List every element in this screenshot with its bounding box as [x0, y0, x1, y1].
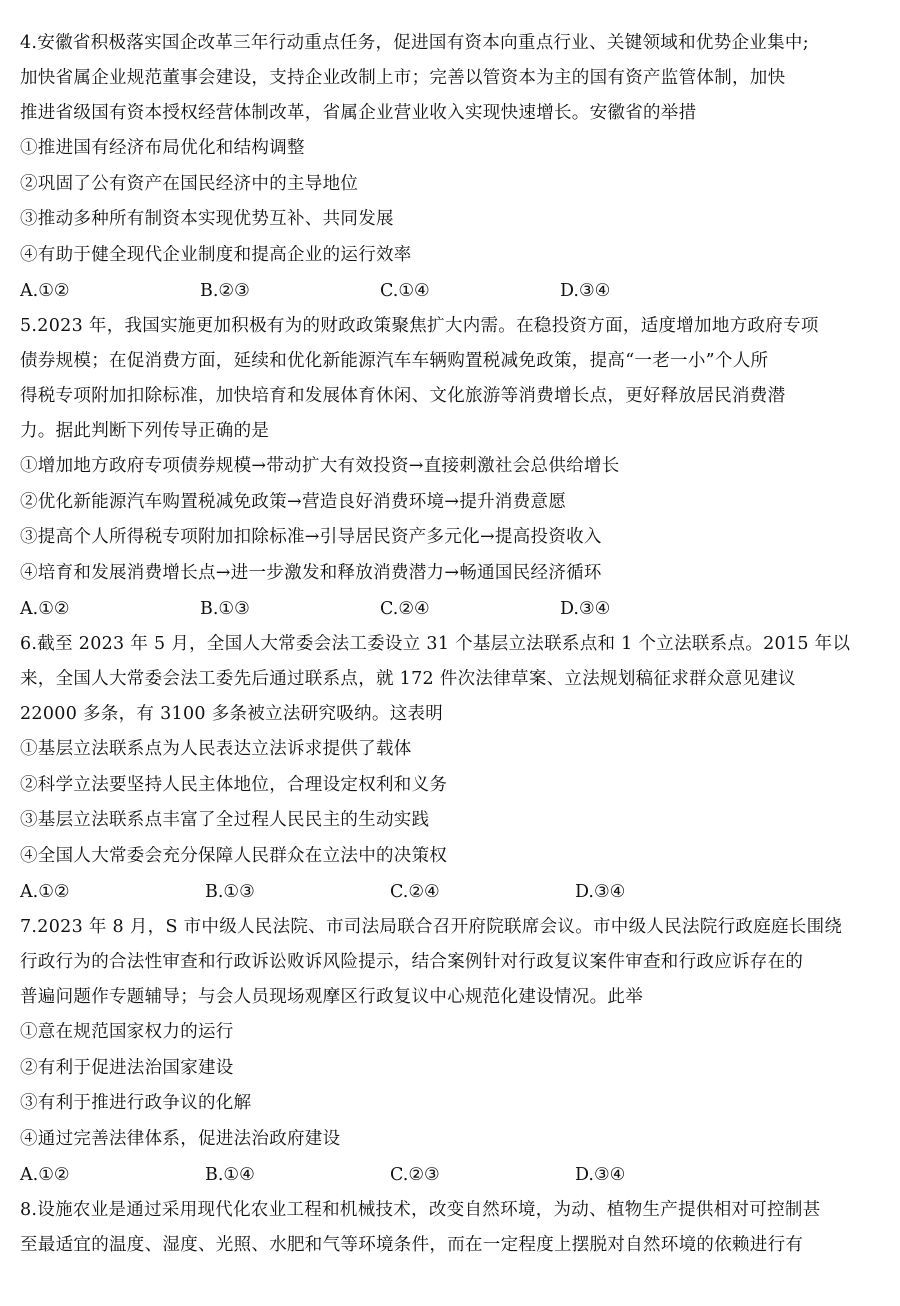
question-4-statement-1: ①推进国有经济布局优化和结构调整	[20, 138, 305, 158]
question-5	[20, 309, 882, 627]
question-6-answer-choices	[20, 874, 882, 910]
question-8-stem-line-1: 8.设施农业是通过采用现代化农业工程和机械技术，改变自然环境，为动、植物生产提供相对可控制甚	[20, 1200, 821, 1220]
question-7-stem-line-3: 普遍问题作专题辅导；与会人员现场观摩区行政复议中心规范化建设情况。此举	[20, 987, 643, 1007]
question-4-statement-3: ③推动多种所有制资本实现优势互补、共同发展	[20, 209, 394, 229]
question-7-stem-line-1: 7.2023 年 8 月，S 市中级人民法院、市司法局联合召开府院联席会议。市中级人民法院行政庭庭长围绕	[20, 917, 843, 937]
question-5-choice-d[interactable]: D.③④	[560, 599, 611, 619]
question-5-statement-3: ③提高个人所得税专项附加扣除标准→引导居民资产多元化→提高投资收入	[20, 527, 602, 547]
question-4-stem-line-2: 加快省属企业规范董事会建设，支持企业改制上市；完善以管资本为主的国有资产监管体制，加快	[20, 68, 786, 88]
question-7-statement-4: ④通过完善法律体系，促进法治政府建设	[20, 1128, 341, 1149]
question-6-stem-line-1: 6.截至 2023 年 5 月，全国人大常委会法工委设立 31 个基层立法联系点和 1 个立法联系点。2015 年以	[20, 634, 851, 654]
question-6-stem-line-3: 22000 多条，有 3100 多条被立法研究吸纳。这表明	[20, 704, 444, 724]
question-4-choice-c[interactable]: C.①④	[380, 281, 430, 301]
question-7-stem-line-2: 行政行为的合法性审查和行政诉讼败诉风险提示，结合案例针对行政复议案件审查和行政应诉存在的	[20, 952, 804, 972]
question-6-choice-d[interactable]: D.③④	[575, 882, 626, 902]
question-4-choice-a[interactable]: A.①②	[20, 281, 70, 301]
question-6-choice-b[interactable]: B.①③	[205, 882, 255, 902]
question-8	[20, 1193, 882, 1263]
question-6-statement-3: ③基层立法联系点丰富了全过程人民民主的生动实践	[20, 810, 430, 830]
question-4-choice-b[interactable]: B.②③	[200, 281, 250, 301]
question-4-statement-2: ②巩固了公有资产在国民经济中的主导地位	[20, 173, 359, 194]
question-5-answer-choices	[20, 591, 882, 627]
question-7-choice-d[interactable]: D.③④	[575, 1165, 626, 1185]
question-4	[20, 26, 882, 309]
question-6-choice-a[interactable]: A.①②	[20, 882, 70, 902]
question-8-stem-line-2: 至最适宜的温度、湿度、光照、水肥和气等环境条件，而在一定程度上摆脱对自然环境的依赖进行有	[20, 1235, 804, 1255]
question-4-statement-4: ④有助于健全现代企业制度和提高企业的运行效率	[20, 244, 412, 265]
question-7-statement-3: ③有利于推进行政争议的化解	[20, 1093, 252, 1113]
question-6-statement-4: ④全国人大常委会充分保障人民群众在立法中的决策权	[20, 845, 448, 866]
question-7-choice-c[interactable]: C.②③	[390, 1165, 440, 1185]
question-5-statement-4: ④培育和发展消费增长点→进一步激发和释放消费潜力→畅通国民经济循环	[20, 562, 602, 583]
question-4-stem-line-3: 推进省级国有资本授权经营体制改革，省属企业营业收入实现快速增长。安徽省的举措	[20, 103, 697, 123]
question-6-choice-c[interactable]: C.②④	[390, 882, 440, 902]
question-7-statement-2: ②有利于促进法治国家建设	[20, 1057, 234, 1078]
question-5-choice-b[interactable]: B.①③	[200, 599, 250, 619]
question-7-answer-choices	[20, 1157, 882, 1193]
question-6-stem-line-2: 来，全国人大常委会法工委先后通过联系点，就 172 件次法律草案、立法规划稿征求群众意见建议	[20, 669, 796, 689]
question-7-choice-b[interactable]: B.①④	[205, 1165, 255, 1185]
question-6-statement-2: ②科学立法要坚持人民主体地位，合理设定权利和义务	[20, 774, 448, 795]
question-5-choice-c[interactable]: C.②④	[380, 599, 430, 619]
question-4-answer-choices	[20, 273, 882, 309]
question-5-statement-2: ②优化新能源汽车购置税减免政策→营造良好消费环境→提升消费意愿	[20, 491, 567, 512]
question-5-choice-a[interactable]: A.①②	[20, 599, 70, 619]
question-6-statement-1: ①基层立法联系点为人民表达立法诉求提供了载体	[20, 739, 412, 759]
question-5-stem-line-1: 5.2023 年，我国实施更加积极有为的财政政策聚焦扩大内需。在稳投资方面，适度增加地方政府专项	[20, 316, 819, 336]
question-5-statement-1: ①增加地方政府专项债券规模→带动扩大有效投资→直接刺激社会总供给增长	[20, 456, 620, 476]
question-7	[20, 910, 882, 1193]
question-5-stem-line-2: 债券规模；在促消费方面，延续和优化新能源汽车车辆购置税减免政策，提高“一老一小”个人所	[20, 351, 769, 371]
question-7-choice-a[interactable]: A.①②	[20, 1165, 70, 1185]
question-5-stem-line-3: 得税专项附加扣除标准，加快培育和发展体育休闲、文化旅游等消费增长点，更好释放居民消费潜	[20, 386, 786, 406]
question-4-stem-line-1: 4.安徽省积极落实国企改革三年行动重点任务，促进国有资本向重点行业、关键领域和优势企业集中;	[20, 33, 809, 53]
question-5-stem-line-4: 力。据此判断下列传导正确的是	[20, 421, 270, 441]
question-4-choice-d[interactable]: D.③④	[560, 281, 611, 301]
question-6	[20, 627, 882, 910]
question-7-statement-1: ①意在规范国家权力的运行	[20, 1022, 234, 1042]
